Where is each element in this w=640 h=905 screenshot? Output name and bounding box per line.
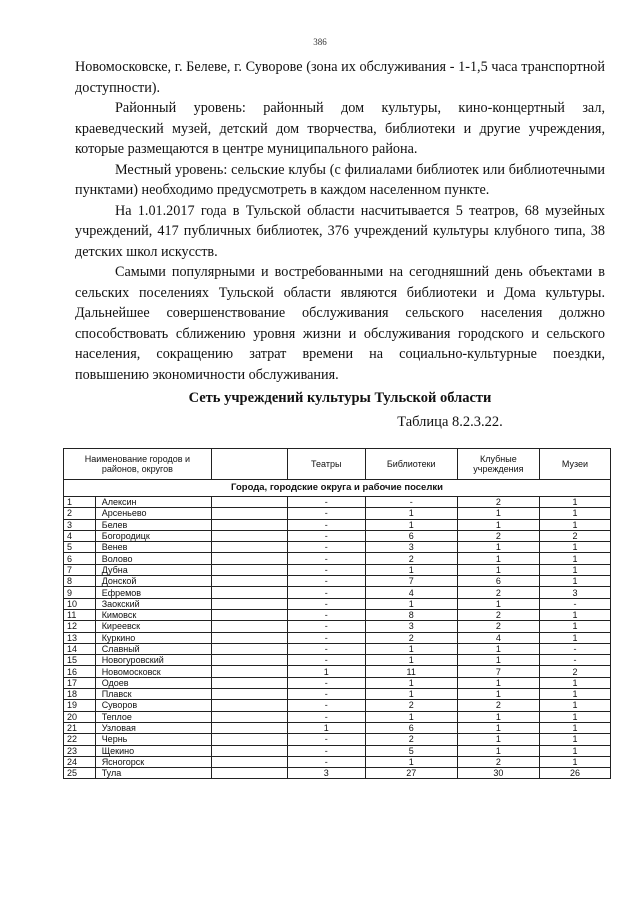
blank-cell bbox=[211, 745, 287, 756]
clubs-value: 1 bbox=[457, 643, 539, 654]
city-name: Дубна bbox=[95, 564, 211, 575]
table-row bbox=[64, 508, 611, 519]
museums-value: 1 bbox=[539, 576, 610, 587]
table-row bbox=[64, 576, 611, 587]
row-number: 13 bbox=[64, 632, 96, 643]
libraries-value: 1 bbox=[365, 756, 457, 767]
museums-value: - bbox=[539, 598, 610, 609]
clubs-value: 2 bbox=[457, 756, 539, 767]
row-number: 7 bbox=[64, 564, 96, 575]
header-museums: Музеи bbox=[539, 449, 610, 480]
paragraph: Районный уровень: районный дом культуры, кино-концертный зал, краеведческий музей, детский дом творчества, библиотеки и другие учреждения, которые размещаются в центре муниципального района. bbox=[75, 100, 605, 157]
row-number: 22 bbox=[64, 734, 96, 745]
theatres-value: - bbox=[287, 587, 365, 598]
clubs-value: 2 bbox=[457, 700, 539, 711]
museums-value: 1 bbox=[539, 609, 610, 620]
theatres-value: - bbox=[287, 598, 365, 609]
libraries-value: 3 bbox=[365, 621, 457, 632]
table-row bbox=[64, 756, 611, 767]
table-row bbox=[64, 711, 611, 722]
museums-value: 3 bbox=[539, 587, 610, 598]
table-row bbox=[64, 609, 611, 620]
theatres-value: - bbox=[287, 655, 365, 666]
clubs-value: 1 bbox=[457, 564, 539, 575]
table-row bbox=[64, 542, 611, 553]
row-number: 20 bbox=[64, 711, 96, 722]
libraries-value: 1 bbox=[365, 655, 457, 666]
row-number: 12 bbox=[64, 621, 96, 632]
theatres-value: - bbox=[287, 643, 365, 654]
table-number: Таблица 8.2.3.22. bbox=[397, 414, 503, 430]
blank-cell bbox=[211, 542, 287, 553]
theatres-value: - bbox=[287, 756, 365, 767]
clubs-value: 1 bbox=[457, 519, 539, 530]
row-number: 10 bbox=[64, 598, 96, 609]
clubs-value: 1 bbox=[457, 553, 539, 564]
museums-value: 1 bbox=[539, 508, 610, 519]
theatres-value: - bbox=[287, 700, 365, 711]
libraries-value: 1 bbox=[365, 689, 457, 700]
libraries-value: 2 bbox=[365, 553, 457, 564]
city-name: Тула bbox=[95, 768, 211, 779]
table-row bbox=[64, 722, 611, 733]
header-libraries: Библиотеки bbox=[365, 449, 457, 480]
table-row bbox=[64, 587, 611, 598]
theatres-value: - bbox=[287, 745, 365, 756]
theatres-value: - bbox=[287, 677, 365, 688]
city-name: Донской bbox=[95, 576, 211, 587]
blank-cell bbox=[211, 609, 287, 620]
theatres-value: - bbox=[287, 508, 365, 519]
table-row bbox=[64, 497, 611, 508]
theatres-value: 3 bbox=[287, 768, 365, 779]
header-name: Наименование городов и районов, округов bbox=[64, 449, 212, 480]
body-text bbox=[75, 57, 605, 385]
table-row bbox=[64, 677, 611, 688]
paragraph: Местный уровень: сельские клубы (с филиалами библиотек или библиотечными пунктами) необходимо предусмотреть в каждом населенном пункте. bbox=[75, 161, 605, 198]
blank-cell bbox=[211, 587, 287, 598]
city-name: Щекино bbox=[95, 745, 211, 756]
museums-value: 1 bbox=[539, 542, 610, 553]
row-number: 17 bbox=[64, 677, 96, 688]
museums-value: 1 bbox=[539, 734, 610, 745]
city-name: Теплое bbox=[95, 711, 211, 722]
museums-value: 1 bbox=[539, 497, 610, 508]
libraries-value: 5 bbox=[365, 745, 457, 756]
libraries-value: - bbox=[365, 497, 457, 508]
clubs-value: 6 bbox=[457, 576, 539, 587]
blank-cell bbox=[211, 508, 287, 519]
clubs-value: 4 bbox=[457, 632, 539, 643]
libraries-value: 11 bbox=[365, 666, 457, 677]
libraries-value: 6 bbox=[365, 722, 457, 733]
blank-cell bbox=[211, 722, 287, 733]
theatres-value: - bbox=[287, 632, 365, 643]
blank-cell bbox=[211, 700, 287, 711]
row-number: 25 bbox=[64, 768, 96, 779]
theatres-value: - bbox=[287, 621, 365, 632]
table-title: Сеть учреждений культуры Тульской области bbox=[188, 390, 492, 406]
clubs-value: 1 bbox=[457, 655, 539, 666]
clubs-value: 1 bbox=[457, 508, 539, 519]
libraries-value: 27 bbox=[365, 768, 457, 779]
clubs-value: 1 bbox=[457, 711, 539, 722]
table-row bbox=[64, 666, 611, 677]
museums-value: 1 bbox=[539, 553, 610, 564]
row-number: 2 bbox=[64, 508, 96, 519]
city-name: Куркино bbox=[95, 632, 211, 643]
group-title: Города, городские округа и рабочие поселки bbox=[64, 480, 611, 497]
table-header-row bbox=[64, 449, 611, 480]
city-name: Новомосковск bbox=[95, 666, 211, 677]
city-name: Чернь bbox=[95, 734, 211, 745]
museums-value: 1 bbox=[539, 677, 610, 688]
city-name: Плавск bbox=[95, 689, 211, 700]
table-row bbox=[64, 553, 611, 564]
blank-cell bbox=[211, 497, 287, 508]
libraries-value: 3 bbox=[365, 542, 457, 553]
libraries-value: 7 bbox=[365, 576, 457, 587]
museums-value: 1 bbox=[539, 756, 610, 767]
row-number: 21 bbox=[64, 722, 96, 733]
blank-cell bbox=[211, 621, 287, 632]
libraries-value: 2 bbox=[365, 734, 457, 745]
row-number: 1 bbox=[64, 497, 96, 508]
libraries-value: 1 bbox=[365, 598, 457, 609]
museums-value: 1 bbox=[539, 745, 610, 756]
clubs-value: 1 bbox=[457, 745, 539, 756]
blank-cell bbox=[211, 655, 287, 666]
libraries-value: 1 bbox=[365, 564, 457, 575]
paragraph: Новомосковске, г. Белеве, г. Суворове (зона их обслуживания - 1-1,5 часа транспортной доступности). bbox=[75, 59, 605, 96]
row-number: 5 bbox=[64, 542, 96, 553]
table-row bbox=[64, 643, 611, 654]
blank-cell bbox=[211, 689, 287, 700]
clubs-value: 7 bbox=[457, 666, 539, 677]
table-row bbox=[64, 768, 611, 779]
city-name: Арсеньево bbox=[95, 508, 211, 519]
city-name: Заокский bbox=[95, 598, 211, 609]
clubs-value: 2 bbox=[457, 609, 539, 620]
blank-cell bbox=[211, 632, 287, 643]
row-number: 3 bbox=[64, 519, 96, 530]
libraries-value: 1 bbox=[365, 519, 457, 530]
museums-value: 1 bbox=[539, 621, 610, 632]
table-row bbox=[64, 632, 611, 643]
museums-value: 1 bbox=[539, 689, 610, 700]
blank-cell bbox=[211, 519, 287, 530]
culture-network-table bbox=[63, 448, 611, 779]
row-number: 4 bbox=[64, 530, 96, 541]
museums-value: 26 bbox=[539, 768, 610, 779]
table-row bbox=[64, 700, 611, 711]
header-theatres: Театры bbox=[287, 449, 365, 480]
header-clubs: Клубные учреждения bbox=[457, 449, 539, 480]
city-name: Волово bbox=[95, 553, 211, 564]
clubs-value: 30 bbox=[457, 768, 539, 779]
city-name: Ефремов bbox=[95, 587, 211, 598]
blank-cell bbox=[211, 677, 287, 688]
header-blank bbox=[211, 449, 287, 480]
row-number: 8 bbox=[64, 576, 96, 587]
city-name: Одоев bbox=[95, 677, 211, 688]
theatres-value: - bbox=[287, 689, 365, 700]
clubs-value: 1 bbox=[457, 734, 539, 745]
theatres-value: - bbox=[287, 564, 365, 575]
city-name: Славный bbox=[95, 643, 211, 654]
blank-cell bbox=[211, 734, 287, 745]
row-number: 14 bbox=[64, 643, 96, 654]
theatres-value: - bbox=[287, 609, 365, 620]
museums-value: 1 bbox=[539, 711, 610, 722]
blank-cell bbox=[211, 564, 287, 575]
theatres-value: - bbox=[287, 553, 365, 564]
row-number: 15 bbox=[64, 655, 96, 666]
table-row bbox=[64, 689, 611, 700]
museums-value: 1 bbox=[539, 722, 610, 733]
museums-value: - bbox=[539, 655, 610, 666]
libraries-value: 2 bbox=[365, 632, 457, 643]
row-number: 16 bbox=[64, 666, 96, 677]
row-number: 19 bbox=[64, 700, 96, 711]
city-name: Богородицк bbox=[95, 530, 211, 541]
clubs-value: 2 bbox=[457, 587, 539, 598]
clubs-value: 2 bbox=[457, 530, 539, 541]
blank-cell bbox=[211, 666, 287, 677]
libraries-value: 1 bbox=[365, 508, 457, 519]
clubs-value: 2 bbox=[457, 621, 539, 632]
museums-value: 1 bbox=[539, 700, 610, 711]
city-name: Алексин bbox=[95, 497, 211, 508]
clubs-value: 1 bbox=[457, 677, 539, 688]
libraries-value: 2 bbox=[365, 700, 457, 711]
row-number: 9 bbox=[64, 587, 96, 598]
city-name: Новогуровский bbox=[95, 655, 211, 666]
museums-value: 1 bbox=[539, 564, 610, 575]
blank-cell bbox=[211, 643, 287, 654]
museums-value: - bbox=[539, 643, 610, 654]
clubs-value: 2 bbox=[457, 497, 539, 508]
table-row bbox=[64, 598, 611, 609]
blank-cell bbox=[211, 711, 287, 722]
city-name: Белев bbox=[95, 519, 211, 530]
city-name: Ясногорск bbox=[95, 756, 211, 767]
blank-cell bbox=[211, 553, 287, 564]
libraries-value: 8 bbox=[365, 609, 457, 620]
blank-cell bbox=[211, 598, 287, 609]
clubs-value: 1 bbox=[457, 722, 539, 733]
theatres-value: - bbox=[287, 576, 365, 587]
theatres-value: - bbox=[287, 542, 365, 553]
group-row bbox=[64, 480, 611, 497]
city-name: Суворов bbox=[95, 700, 211, 711]
blank-cell bbox=[211, 530, 287, 541]
clubs-value: 1 bbox=[457, 689, 539, 700]
city-name: Узловая bbox=[95, 722, 211, 733]
theatres-value: 1 bbox=[287, 722, 365, 733]
city-name: Кимовск bbox=[95, 609, 211, 620]
row-number: 18 bbox=[64, 689, 96, 700]
libraries-value: 1 bbox=[365, 643, 457, 654]
theatres-value: - bbox=[287, 497, 365, 508]
blank-cell bbox=[211, 756, 287, 767]
page-number: 386 bbox=[313, 37, 327, 47]
theatres-value: - bbox=[287, 711, 365, 722]
city-name: Венев bbox=[95, 542, 211, 553]
clubs-value: 1 bbox=[457, 542, 539, 553]
museums-value: 2 bbox=[539, 530, 610, 541]
table-row bbox=[64, 530, 611, 541]
museums-value: 2 bbox=[539, 666, 610, 677]
blank-cell bbox=[211, 768, 287, 779]
row-number: 23 bbox=[64, 745, 96, 756]
table-row bbox=[64, 655, 611, 666]
museums-value: 1 bbox=[539, 519, 610, 530]
city-name: Киреевск bbox=[95, 621, 211, 632]
table-row bbox=[64, 564, 611, 575]
table-row bbox=[64, 519, 611, 530]
theatres-value: - bbox=[287, 530, 365, 541]
museums-value: 1 bbox=[539, 632, 610, 643]
theatres-value: - bbox=[287, 519, 365, 530]
table-row bbox=[64, 745, 611, 756]
libraries-value: 1 bbox=[365, 677, 457, 688]
paragraph: На 1.01.2017 года в Тульской области насчитывается 5 театров, 68 музейных учреждений, 417 публичных библиотек, 376 учреждений культуры клубного типа, 38 детских школ искусств. bbox=[75, 202, 605, 260]
libraries-value: 1 bbox=[365, 711, 457, 722]
table-row bbox=[64, 621, 611, 632]
row-number: 11 bbox=[64, 609, 96, 620]
paragraph: Самыми популярными и востребованными на сегодняшний день объектами в сельских поселениях Тульской области являются библиотеки и Дома культуры. Дальнейшее совершенствование обслуживания сельского населения должно способствовать сближению уровня жизни и обслуживания городского и сельского населения, сокращению затрат времени на социально-культурные поездки, повышению экономичности обслуживания. bbox=[75, 264, 605, 383]
table-row bbox=[64, 734, 611, 745]
clubs-value: 1 bbox=[457, 598, 539, 609]
theatres-value: 1 bbox=[287, 666, 365, 677]
row-number: 24 bbox=[64, 756, 96, 767]
theatres-value: - bbox=[287, 734, 365, 745]
libraries-value: 6 bbox=[365, 530, 457, 541]
row-number: 6 bbox=[64, 553, 96, 564]
libraries-value: 4 bbox=[365, 587, 457, 598]
blank-cell bbox=[211, 576, 287, 587]
